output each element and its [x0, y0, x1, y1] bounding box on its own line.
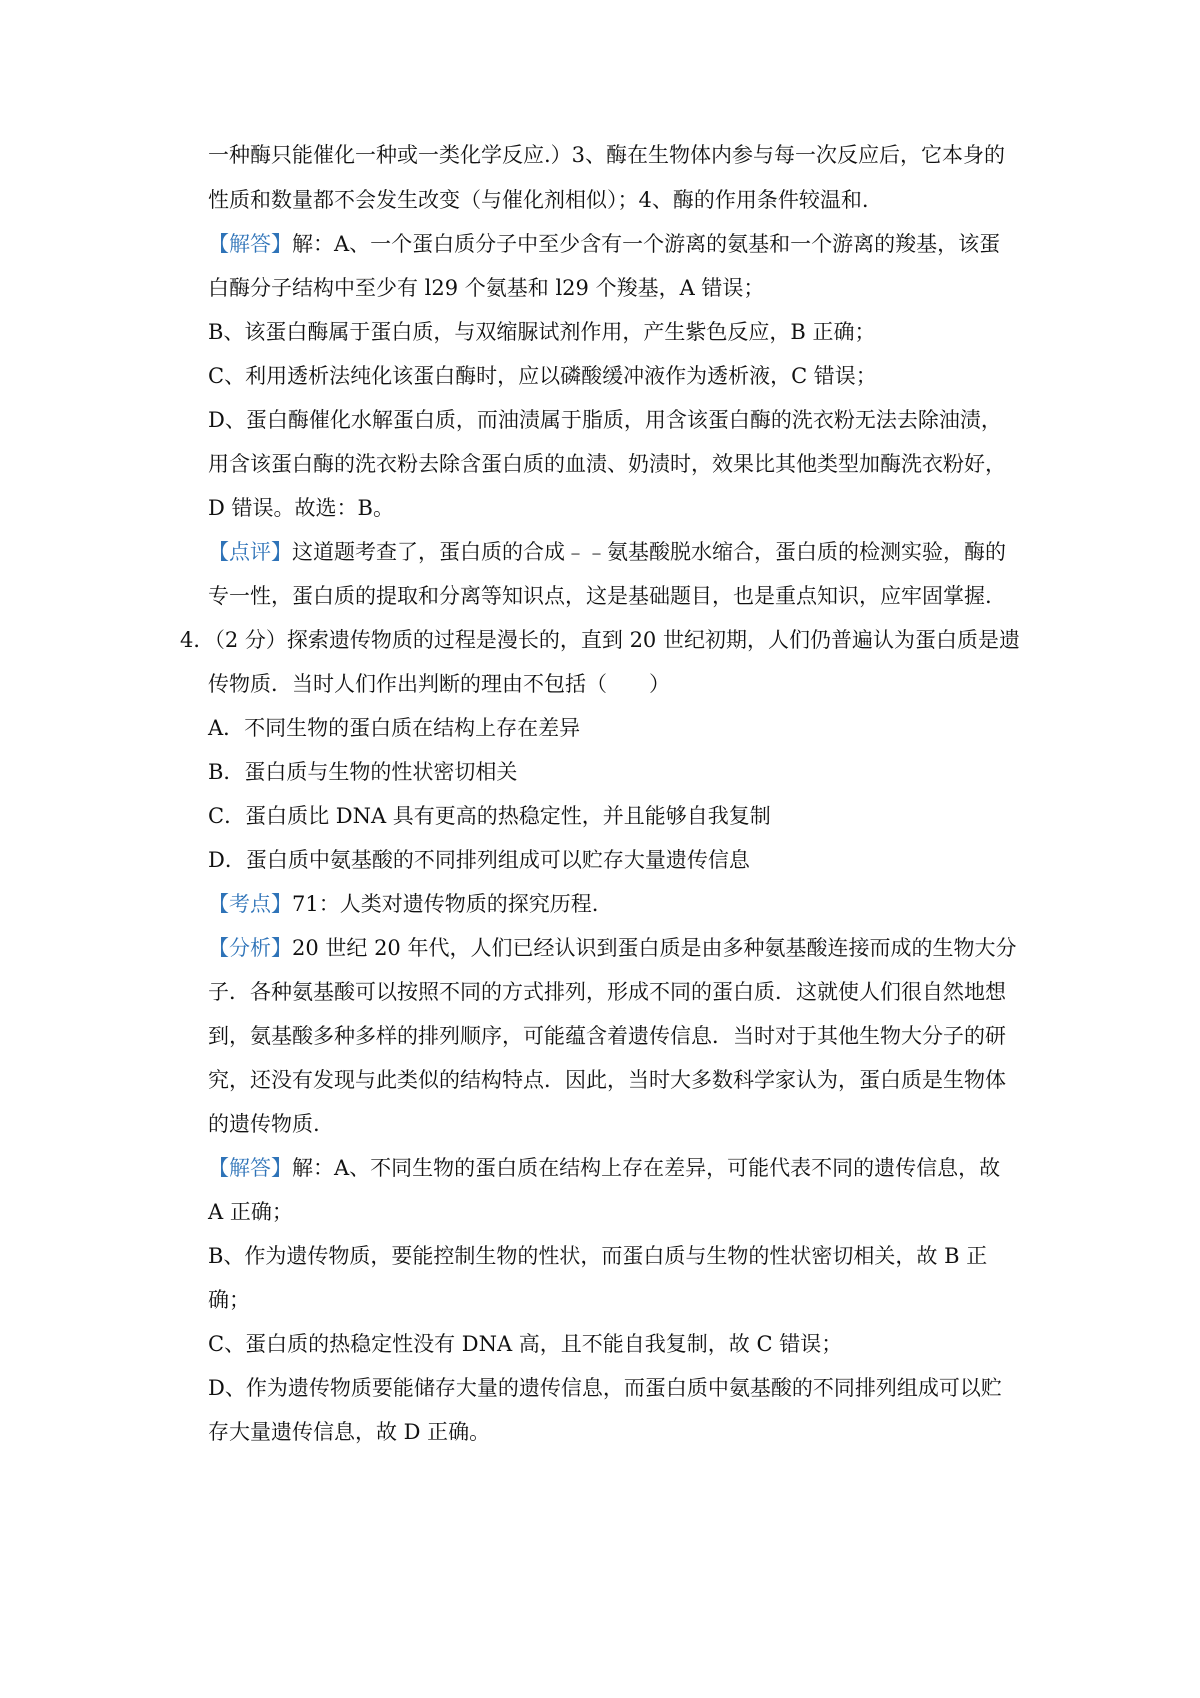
option-b [208, 757, 1028, 787]
text-line [208, 361, 1028, 391]
line-text: 71：人类对遗传物质的探究历程. [292, 892, 599, 916]
line-text: B、该蛋白酶属于蛋白质，与双缩脲试剂作用，产生紫色反应，B 正确； [208, 320, 876, 344]
line-text: 确； [208, 1288, 250, 1312]
line-text: 20 世纪 20 年代，人们已经认识到蛋白质是由多种氨基酸连接而成的生物大分 [292, 936, 1017, 960]
line-text: 究，还没有发现与此类似的结构特点．因此，当时大多数科学家认为，蛋白质是生物体 [208, 1068, 1006, 1092]
answer-tag: 【解答】 [208, 1156, 292, 1180]
line-text: C、利用透析法纯化该蛋白酶时，应以磷酸缓冲液作为透析液，C 错误； [208, 364, 877, 388]
text-line [208, 933, 1028, 963]
text-line [208, 1109, 1028, 1139]
question-4-stem [180, 625, 1020, 655]
line-text: 白酶分子结构中至少有 l29 个氨基和 l29 个羧基，A 错误； [208, 276, 765, 300]
text-line [208, 1021, 1028, 1051]
text-line [208, 140, 1028, 170]
line-text: A 正确； [208, 1200, 293, 1224]
line-text: 的遗传物质. [208, 1112, 320, 1136]
line-text: 专一性，蛋白质的提取和分离等知识点，这是基础题目，也是重点知识，应牢固掌握. [208, 584, 992, 608]
line-text: C、蛋白质的热稳定性没有 DNA 高，且不能自我复制，故 C 错误； [208, 1332, 843, 1356]
text-line [208, 1285, 1028, 1315]
text-line [208, 405, 1028, 435]
option-d [208, 845, 1028, 875]
line-text: 传物质．当时人们作出判断的理由不包括（ ） [208, 672, 670, 696]
text-line [208, 185, 1028, 215]
comment-tag: 【点评】 [208, 540, 292, 564]
line-text: D、蛋白酶催化水解蛋白质，而油渍属于脂质，用含该蛋白酶的洗衣粉无法去除油渍， [208, 408, 1002, 432]
line-text: 一种酶只能催化一种或一类化学反应.）3、酶在生物体内参与每一次反应后，它本身的 [208, 143, 1006, 167]
text-line [208, 273, 1028, 303]
line-text: 解：A、不同生物的蛋白质在结构上存在差异，可能代表不同的遗传信息，故 [292, 1156, 1001, 1180]
analysis-tag: 【分析】 [208, 936, 292, 960]
line-text: C．蛋白质比 DNA 具有更高的热稳定性，并且能够自我复制 [208, 804, 771, 828]
text-line [208, 977, 1028, 1007]
line-text: 到，氨基酸多种多样的排列顺序，可能蕴含着遗传信息．当时对于其他生物大分子的研 [208, 1024, 1006, 1048]
line-text: 这道题考查了，蛋白质的合成﹣﹣氨基酸脱水缩合，蛋白质的检测实验，酶的 [292, 540, 1006, 564]
text-line [208, 229, 1028, 259]
line-text: 解：A、一个蛋白质分子中至少含有一个游离的氨基和一个游离的羧基，该蛋 [292, 232, 1001, 256]
line-text: 4．（2 分）探索遗传物质的过程是漫长的，直到 20 世纪初期，人们仍普遍认为蛋白质是遗 [180, 628, 1020, 652]
option-c [208, 801, 1028, 831]
text-line [208, 317, 1028, 347]
text-line [208, 1153, 1028, 1183]
text-line [208, 1197, 1028, 1227]
text-line [208, 889, 1028, 919]
text-line [208, 1329, 1028, 1359]
line-text: B、作为遗传物质，要能控制生物的性状，而蛋白质与生物的性状密切相关，故 B 正 [208, 1244, 988, 1268]
answer-tag: 【解答】 [208, 232, 292, 256]
text-line [208, 449, 1028, 479]
text-line [208, 493, 1028, 523]
text-line [208, 1065, 1028, 1095]
text-line [208, 1417, 1028, 1447]
line-text: D．蛋白质中氨基酸的不同排列组成可以贮存大量遗传信息 [208, 848, 750, 872]
line-text: 存大量遗传信息，故 D 正确。 [208, 1420, 491, 1444]
option-a [208, 713, 1028, 743]
line-text: 性质和数量都不会发生改变（与催化剂相似）；4、酶的作用条件较温和. [208, 188, 869, 212]
text-line [208, 537, 1028, 567]
topic-tag: 【考点】 [208, 892, 292, 916]
text-line [208, 669, 1028, 699]
text-line [208, 1241, 1028, 1271]
line-text: A．不同生物的蛋白质在结构上存在差异 [208, 716, 581, 740]
line-text: B．蛋白质与生物的性状密切相关 [208, 760, 518, 784]
line-text: D、作为遗传物质要能储存大量的遗传信息，而蛋白质中氨基酸的不同排列组成可以贮 [208, 1376, 1002, 1400]
text-line [208, 1373, 1028, 1403]
line-text: 用含该蛋白酶的洗衣粉去除含蛋白质的血渍、奶渍时，效果比其他类型加酶洗衣粉好， [208, 452, 1006, 476]
line-text: D 错误。故选：B。 [208, 496, 394, 520]
line-text: 子．各种氨基酸可以按照不同的方式排列，形成不同的蛋白质．这就使人们很自然地想 [208, 980, 1006, 1004]
text-line [208, 581, 1028, 611]
